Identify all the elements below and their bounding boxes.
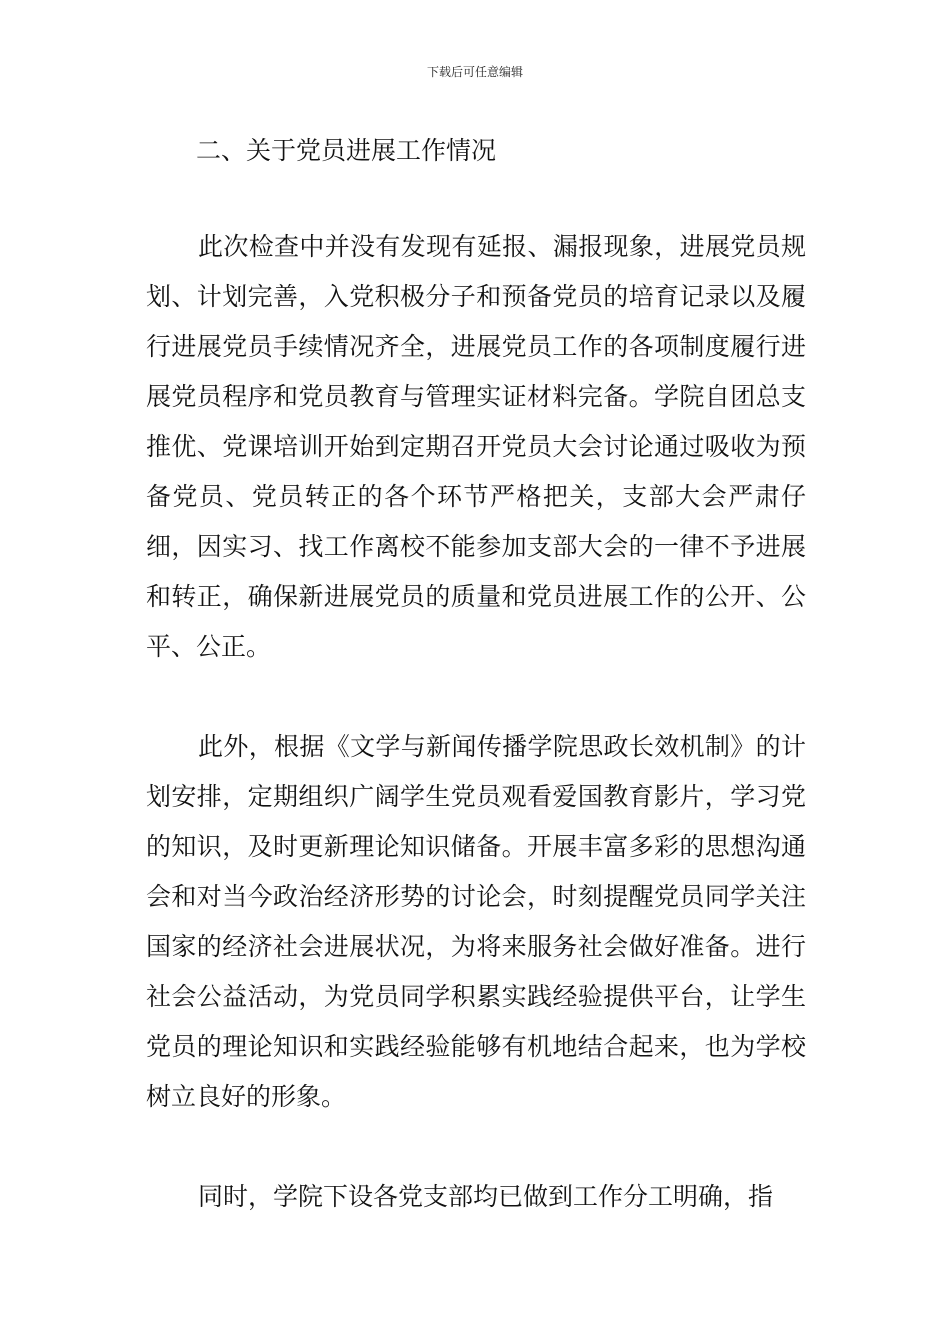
paragraph-branch-division: 同时，学院下设各党支部均已做到工作分工明确，指 (198, 1182, 774, 1211)
paragraph-education-activities: 此外，根据《文学与新闻传播学院思政长效机制》的计划安排，定期组织广阔学生党员观看爱国教育影片，学习党的知识，及时更新理论知识储备。开展丰富多彩的思想沟通会和对当今政治经济形势的讨论会，时刻提醒党员同学关注国家的经济社会进展状况，为将来服务社会做好准备。进行社会公益活动，为党员同学积累实践经验提供平台，让学生党员的理论知识和实践经验能够有机地结合起来，也为学校树立良好的形象。 (146, 732, 806, 1111)
page-header: 下载后可任意编辑 (426, 65, 523, 79)
paragraph-party-member-development: 此次检查中并没有发现有延报、漏报现象，进展党员规划、计划完善，入党积极分子和预备党员的培育记录以及履行进展党员手续情况齐全，进展党员工作的各项制度履行进展党员程序和党员教育与管理实证材料完备。学院自团总支推优、党课培训开始到定期召开党员大会讨论通过吸收为预备党员、党员转正的各个环节严格把关，支部大会严肃仔细，因实习、找工作离校不能参加支部大会的一律不予进展和转正，确保新进展党员的质量和党员进展工作的公开、公平、公正。 (146, 232, 806, 661)
section-heading: 二、关于党员进展工作情况 (196, 136, 497, 165)
